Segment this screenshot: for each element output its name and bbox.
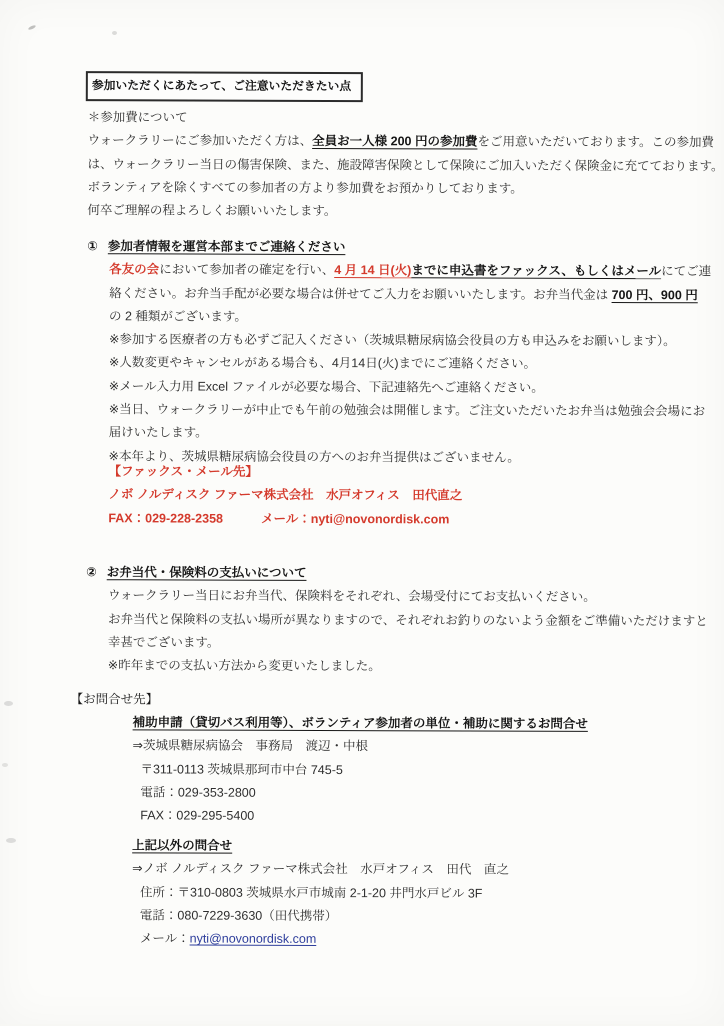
- text-line: 何卒ご理解の程よろしくお願いいたします。: [87, 203, 337, 219]
- text-line: は、ウォークラリー当日の傷害保険、また、施設障害保険として保険にご加入いただく保険金に充てております。: [87, 156, 724, 173]
- note-line: ※昨年までの支払い方法から変更いたしました。: [107, 658, 381, 674]
- company-contact-line: ノボ ノルディスク ファーマ株式会社 水戸オフィス 田代直之: [108, 487, 463, 503]
- note-line: ※人数変更やキャンセルがある場合も、4月14日(火)までにご連絡ください。: [108, 355, 537, 372]
- participation-fee-section: [87, 106, 723, 225]
- email-link[interactable]: nyti@novonordisk.com: [189, 931, 317, 947]
- section-2-heading: ② お弁当代・保険料の支払いについて: [86, 565, 307, 580]
- inquiry-group-other: [132, 834, 509, 952]
- text-line: 各友の会において参加者の確定を行い、4 月 14 日(火)までに申込書をファックス、もしくはメールにてご連: [109, 262, 712, 279]
- text-line: 幸甚でございます。: [107, 635, 220, 650]
- inquiry-group-2-heading: 上記以外の問合せ: [132, 838, 233, 853]
- section-1-heading: ① 参加者情報を運営本部までご連絡ください: [87, 239, 346, 255]
- text-line: ウォークラリーにご参加いただく方は、全員お一人様 200 円の参加費をご用意いただいております。この参加費: [87, 133, 715, 150]
- fax-number: FAX：029-228-2358: [108, 510, 224, 526]
- fax-mail-label: 【ファックス・メール先】: [108, 464, 258, 479]
- fee-heading: ＊参加費について: [87, 110, 188, 125]
- fax-line: FAX：029-295-5400: [140, 808, 255, 823]
- note-line: 届けいたします。: [108, 425, 208, 440]
- email-line: [132, 928, 509, 953]
- note-line: ※参加する医療者の方も必ずご記入ください（茨城県糖尿病協会役員の方も申込みをお願いします）。: [108, 332, 676, 349]
- text-line: ウォークラリー当日にお弁当代、保険料をそれぞれ、会場受付にてお支払いください。: [108, 588, 596, 605]
- email-label: メール：: [139, 931, 190, 946]
- circled-number-1: ①: [87, 239, 98, 254]
- document-title: 参加いただくにあたって、ご注意いただきたい点: [91, 78, 352, 94]
- text-line: 絡ください。お弁当手配が必要な場合は併せてご入力をお願いいたします。お弁当代金は 700 円、900 円: [109, 285, 698, 302]
- phone-line: 電話：080-7229-3630（田代携帯）: [139, 908, 338, 923]
- circled-number-2: ②: [86, 565, 97, 580]
- contact-org-line: ⇒ノボ ノルディスク ファーマ株式会社 水戸オフィス 田代 直之: [132, 861, 509, 877]
- section-2-body: [86, 584, 708, 679]
- note-line: ※当日、ウォークラリーが中止でも午前の勉強会は開催します。ご注文いただいたお弁当は勉強会会場にお: [108, 402, 706, 419]
- fax-mail-line: [108, 507, 462, 532]
- document-title-box: [86, 71, 363, 102]
- text-line: ボランティアを除くすべての参加者の方より参加費をお預かりしております。: [87, 180, 523, 196]
- section-1-body: [87, 258, 712, 470]
- section-1-participant-info: [87, 235, 712, 470]
- contact-org-line: ⇒茨城県糖尿病協会 事務局 渡辺・中根: [132, 738, 369, 754]
- inquiry-group-1-heading: 補助申請（貸切バス利用等）、ボランティア参加者の単位・補助に関するお問合せ: [132, 715, 588, 731]
- phone-line: 電話：029-353-2800: [140, 785, 256, 800]
- email-address: メール：nyti@novonordisk.com: [260, 511, 450, 527]
- inquiry-group-subsidy: [132, 711, 588, 829]
- inquiry-section-label: 【お問合せ先】: [70, 692, 159, 707]
- section-2-payment: [86, 561, 708, 680]
- street-address-line: 住所：〒310-0803 茨城県水戸市城南 2-1-20 井門水戸ビル 3F: [140, 884, 483, 901]
- postal-address-line: 〒311-0113 茨城県那珂市中台 745-5: [140, 761, 343, 777]
- text-line: お弁当代と保険料の支払い場所が異なりますので、それぞれお釣りのないよう金額をご準備いただけますと: [107, 611, 708, 628]
- note-line: ※本年より、茨城県糖尿病協会役員の方へのお弁当提供はございません。: [108, 448, 520, 465]
- note-line: ※メール入力用 Excel ファイルが必要な場合、下記連絡先へご連絡ください。: [108, 379, 544, 395]
- fax-mail-contact-block: [108, 460, 462, 531]
- text-line: の 2 種類がございます。: [109, 309, 247, 324]
